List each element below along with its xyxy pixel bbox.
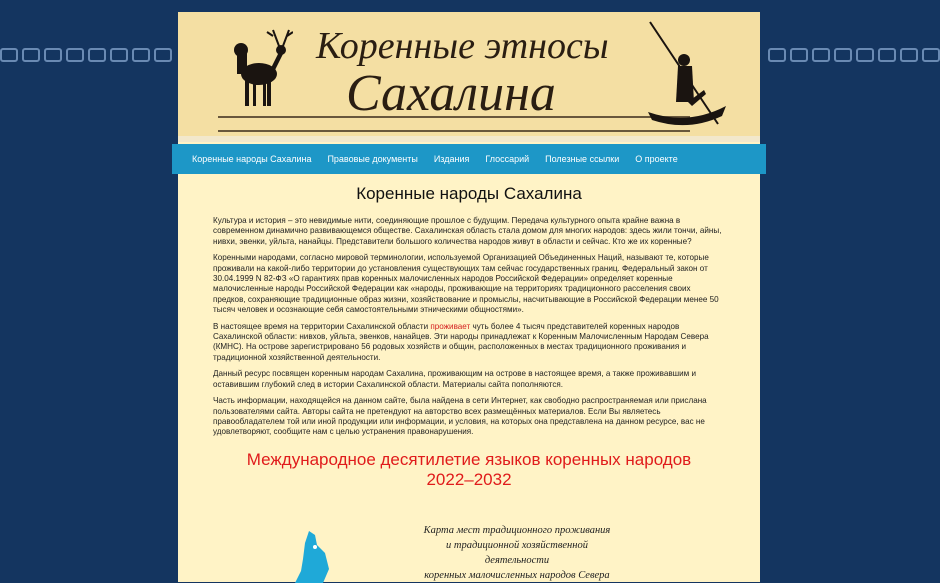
page-title: Коренные народы Сахалина: [356, 184, 582, 203]
background-ornament-left: [0, 38, 178, 72]
background-ornament-right: [762, 38, 940, 72]
intro-paragraph: Культура и история – это невидимые нити, соединяющие прошлое с будущим. Передача культурного опыта крайне важна в современном динамично развивающемся обществе. Сахалинская область стала домом для многих народов: здесь жили тончи, айны, нивхи, эвенки, уйльта, нанайцы. Представители большого количества народов живут в области и сейчас. Кто же их коренные?: [213, 216, 722, 246]
copyright-paragraph: Часть информации, находящейся на данном сайте, была найдена в сети Интернет, как свободно распространяемая или прислана пользователями сайта. Авторы сайта не претендуют на авторство всех размещённых материалов. Если Вы являетесь правообладателем той или иной продукции или информации, и условия, на которых она представлена на данном ресурсе, вас не удовлетворяют, сообщите нам с целью устранения правонарушения.: [213, 396, 707, 437]
decade-years: 2022–2032: [426, 469, 512, 489]
map-caption-line2: и традиционной хозяйственной деятельности: [446, 540, 588, 566]
map-caption-line3: коренных малочисленных народов Севера: [424, 570, 610, 581]
definition-paragraph: Коренными народами, согласно мировой терминологии, используемой Организацией Объединенных Наций, называют те, которые проживали на какой-либо территории до установления существующих там сейчас государственных границ. Федеральный закон от 30.04.1999 N 82-ФЗ «О гарантиях прав коренных малочисленных народов Российской Федерации» определяет коренные малочисленные народы Российской Федерации как «народы, проживающие на территориях традиционного расселения своих предков, сохраняющие традиционные образ жизни, хозяйствование и промыслы, насчитывающие в Российской Федерации менее 50 тысяч человек и осознающие себя самостоятельными этническими общностями».: [213, 253, 719, 315]
main-content: [213, 184, 725, 490]
nav-item-glossary[interactable]: Глоссарий: [485, 154, 530, 164]
population-paragraph: [213, 322, 725, 364]
nav-item-useful-links[interactable]: Полезные ссылки: [545, 154, 620, 164]
site-header: [178, 12, 760, 142]
population-text-end: чуть более 4 тысяч представителей коренных народов Сахалинской области: нивхов, уйльта, эвенков, нанайцев. Эти народы принадлежат к Коренным Малочисленным Народам Севера (КМНС). На острове зарегистрировано 56 родовых хозяйств и общин, расположенных в местах традиционного проживания и традиционной хозяйственной деятельности.: [213, 321, 709, 362]
map-caption-line1: Карта мест традиционного проживания: [423, 525, 611, 536]
resource-paragraph: Данный ресурс посвящен коренным народам Сахалина, проживающим на острове в настоящее время, а также проживавшим и оставившим глубокий след в истории Сахалинской области. Материалы сайта пополняются.: [213, 369, 697, 389]
reindeer-rider-illustration: [223, 22, 293, 112]
main-navigation: [172, 144, 766, 174]
map-preview[interactable]: [291, 517, 751, 582]
population-text-start: В настоящее время на территории Сахалинской области: [213, 321, 431, 331]
map-caption: [417, 523, 617, 583]
resides-link[interactable]: проживает: [430, 321, 471, 331]
boatman-illustration: [648, 20, 728, 130]
page-container: [178, 12, 760, 582]
header-decorative-lines: [218, 116, 690, 132]
nav-item-indigenous-peoples[interactable]: Коренные народы Сахалина: [192, 154, 312, 164]
nav-item-about[interactable]: О проекте: [635, 154, 678, 164]
decade-announcement: [213, 450, 725, 490]
site-title-line1: Коренные этносы: [316, 25, 609, 67]
site-title-line2: Сахалина: [346, 65, 556, 122]
decade-title: Международное десятилетие языков коренных народов: [246, 449, 692, 469]
nav-item-publications[interactable]: Издания: [433, 154, 470, 164]
nav-item-legal-documents[interactable]: Правовые документы: [327, 154, 418, 164]
sakhalin-map-image[interactable]: [291, 531, 331, 583]
